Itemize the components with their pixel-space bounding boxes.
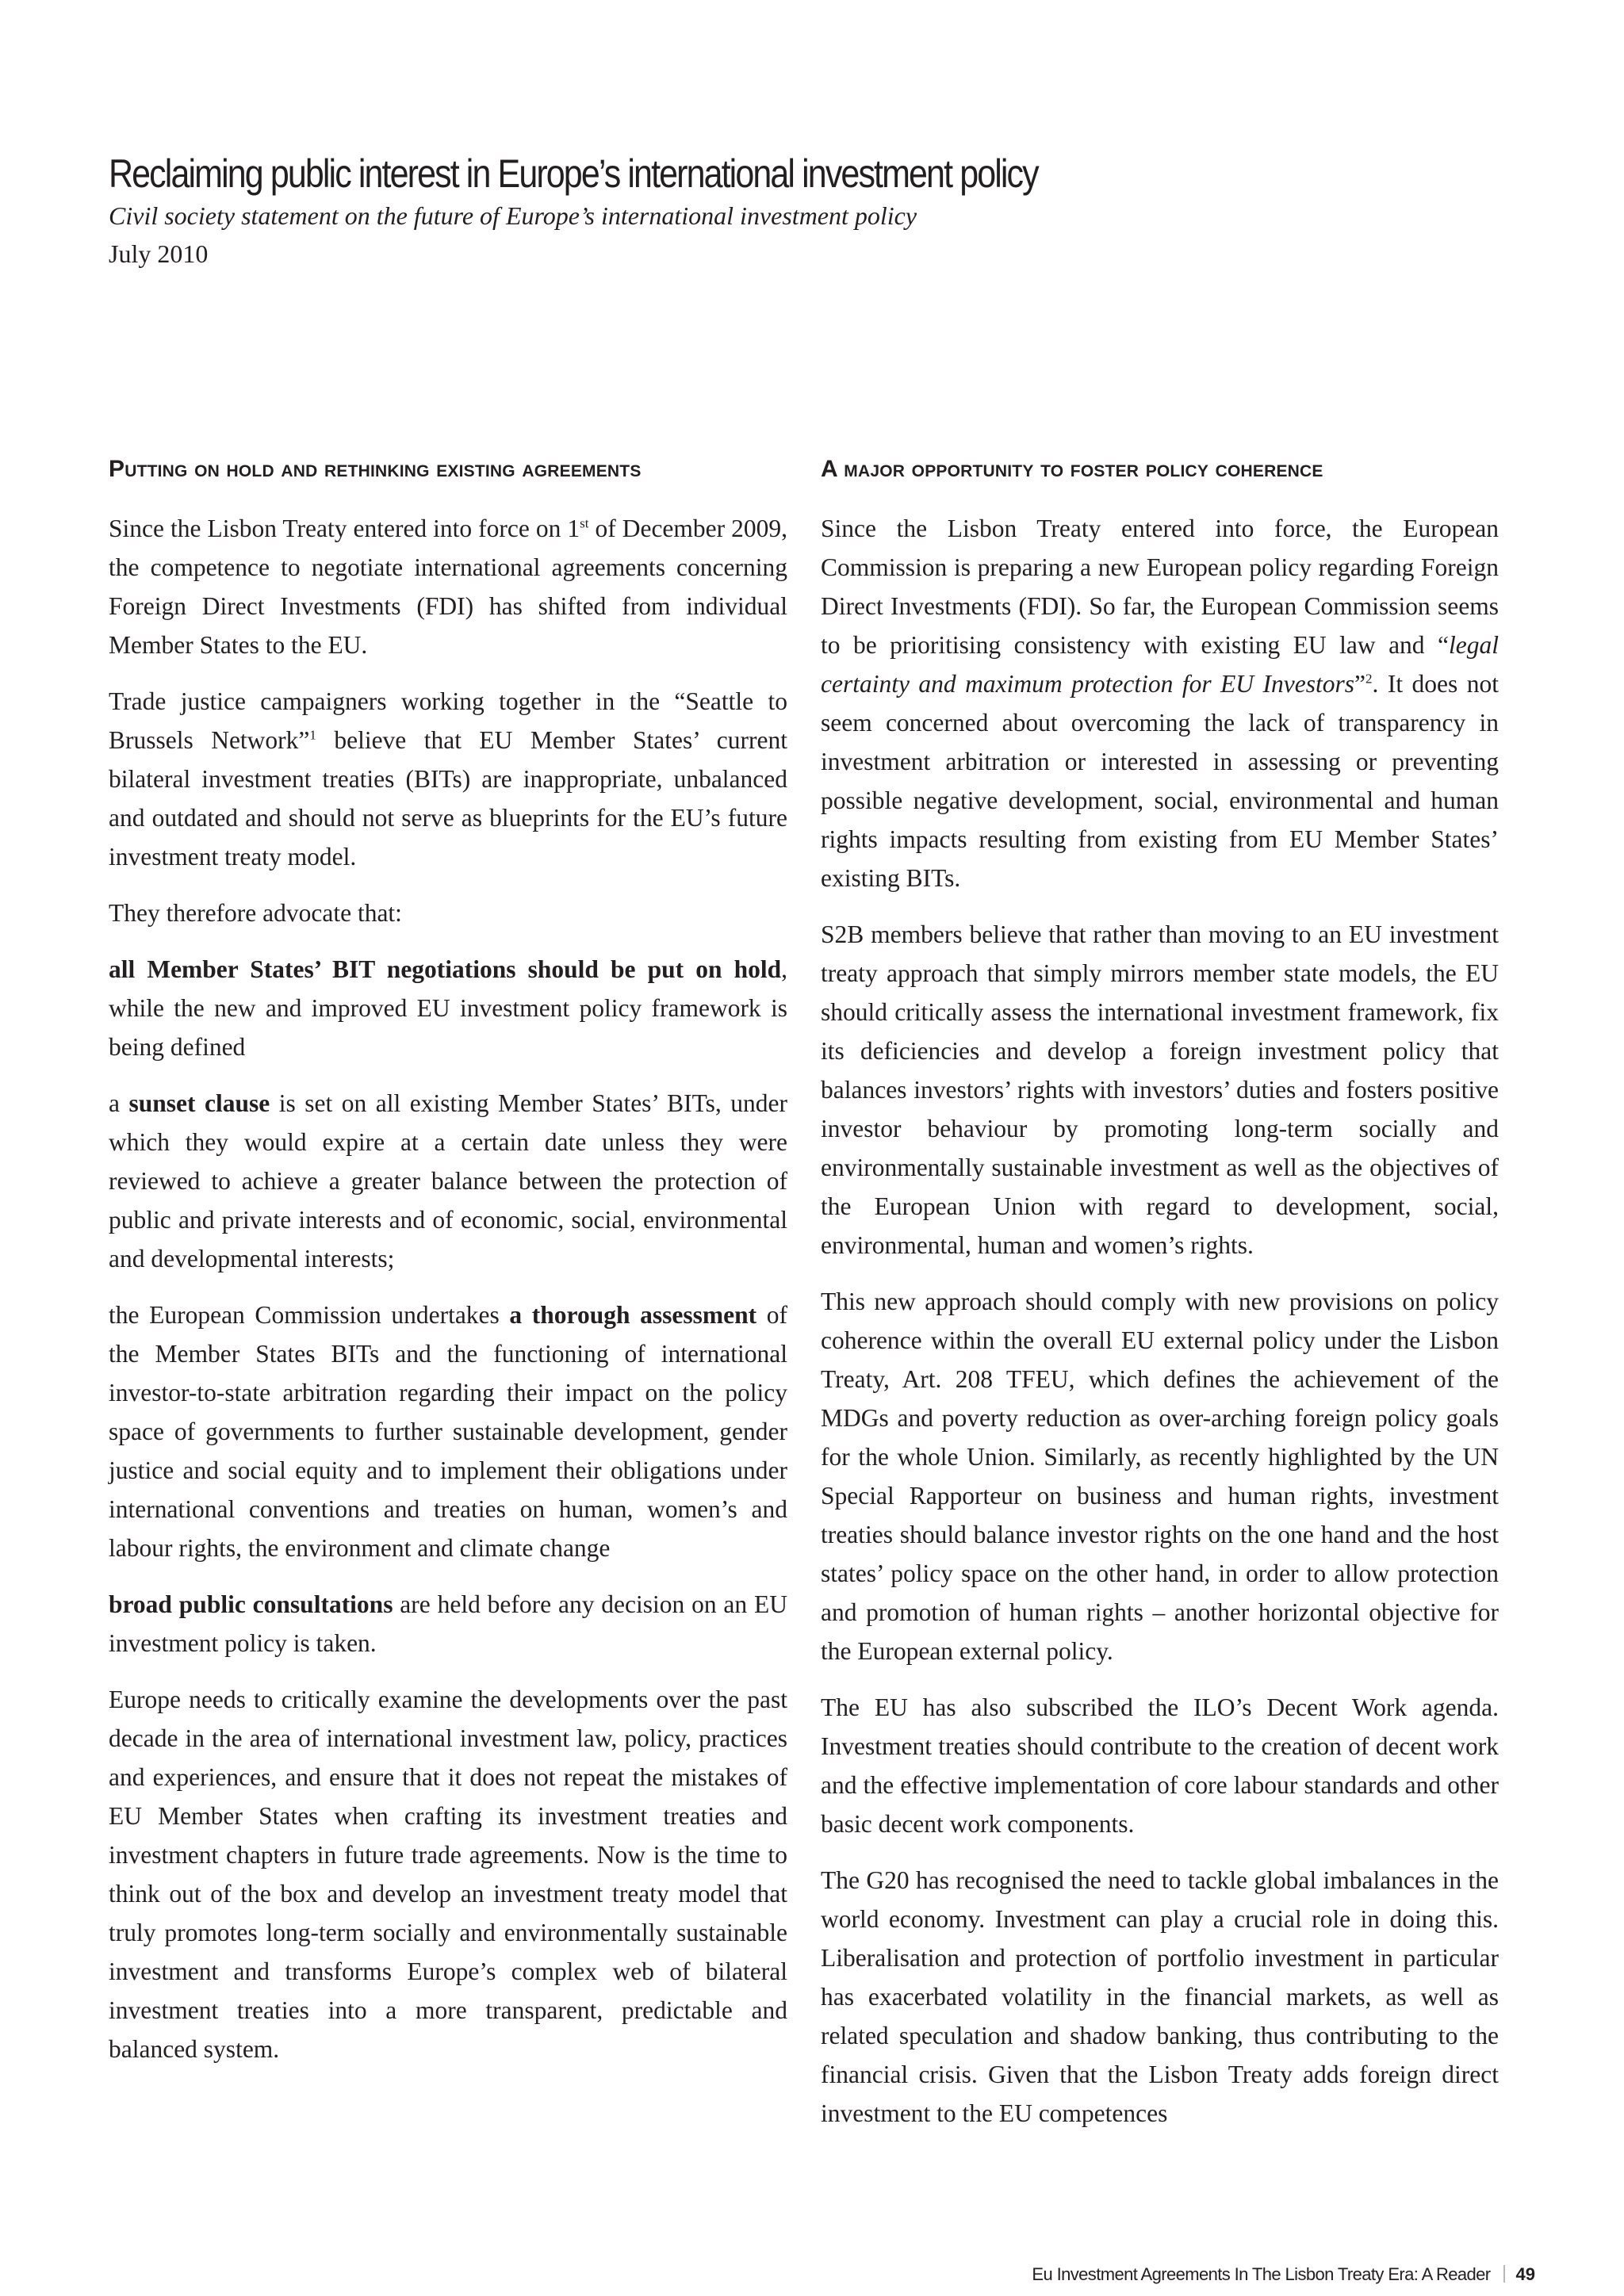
- left-column: [109, 453, 787, 2086]
- paragraph: They therefore advocate that:: [109, 899, 402, 927]
- paragraph: Trade justice campaigners working together in the “Seattle to Brussels Network”$^1$ believe that EU Member States’ current bilateral investment treaties (BITs) are inappropriate, unbalanced and outdated and should not serve as blueprints for the EU’s future investment treaty model.: [109, 687, 787, 871]
- paragraph: Europe needs to critically examine the developments over the past decade in the area of international investment law, policy, practices and experiences, and ensure that it does not repeat the mistakes of EU Member States when crafting its investment treaties and investment chapters in future trade agreements. Now is the time to think out of the box and develop an investment treaty model that truly promotes long-term socially and environmentally sustainable investment and transforms Europe’s complex web of bilateral investment treaties into a more transparent, predictable and balanced system.: [109, 1686, 787, 2063]
- section-heading-left: Putting on hold and rethinking existing agreements: [109, 456, 642, 482]
- advocacy-item: broad public consultations are held before any decision on an EU investment policy is taken.: [109, 1590, 787, 1657]
- superscript: st: [580, 515, 589, 531]
- page-header: [109, 149, 1298, 274]
- publication-date: July 2010: [109, 239, 209, 268]
- footnote-ref-1[interactable]: 1: [309, 727, 316, 743]
- advocacy-item: all Member States’ BIT negotiations should be put on hold, while the new and improved EU investment policy framework is being defined: [109, 955, 787, 1061]
- page-subtitle: Civil society statement on the future of Europe’s international investment policy: [109, 201, 917, 230]
- paragraph: The EU has also subscribed the ILO’s Decent Work agenda. Investment treaties should contribute to the creation of decent work and the effective implementation of core labour standards and other basic decent work components.: [821, 1693, 1499, 1838]
- right-column: [821, 453, 1499, 2150]
- advocacy-item: a sunset clause is set on all existing Member States’ BITs, under which they would expire at a certain date unless they were reviewed to achieve a greater balance between the protection of public and private interests and of economic, social, environmental and developmental interests;: [109, 1089, 787, 1272]
- paragraph: Since the Lisbon Treaty entered into force on 1st of December 2009, the competence to negotiate international agreements concerning Foreign Direct Investments (FDI) has shifted from individual Member States to the EU.: [109, 515, 787, 659]
- paragraph: The G20 has recognised the need to tackle global imbalances in the world economy. Investment can play a crucial role in doing this. Liberalisation and protection of portfolio investment in particular has exacerbated volatility in the financial markets, as well as related speculation and shadow banking, thus contributing to the financial crisis. Given that the Lisbon Treaty adds foreign direct investment to the EU competences: [821, 1866, 1499, 2127]
- section-heading-right: A major opportunity to foster policy coherence: [821, 456, 1323, 482]
- running-footer-title: Eu Investment Agreements In The Lisbon Treaty Era: A Reader: [1032, 2264, 1491, 2284]
- footnote-ref-2[interactable]: 2: [1365, 671, 1373, 687]
- paragraph: Since the Lisbon Treaty entered into force, the European Commission is preparing a new European policy regarding Foreign Direct Investments (FDI). So far, the European Commission seems to be prioritising consistency with existing EU law and “legal certainty and maximum protection for EU Investors”$^2$. It does not seem concerned about overcoming the lack of transparency in investment arbitration or interested in assessing or preventing possible negative development, social, environmental and human rights impacts resulting from existing from EU Member States’ existing BITs.: [821, 515, 1499, 892]
- advocacy-item: the European Commission undertakes a thorough assessment of the Member States BITs and the functioning of international investor-to-state arbitration regarding their impact on the policy space of governments to further sustainable development, gender justice and social equity and to implement their obligations under international conventions and treaties on human, women’s and labour rights, the environment and climate change: [109, 1301, 788, 1562]
- page-number: 49: [1515, 2264, 1535, 2284]
- paragraph: S2B members believe that rather than moving to an EU investment treaty approach that simply mirrors member state models, the EU should critically assess the international investment framework, fix its deficiencies and develop a foreign investment policy that balances investors’ rights with investors’ duties and fosters positive investor behaviour by promoting long-term socially and environmentally sustainable investment as well as the objectives of the European Union with regard to development, social, environmental, human and women’s rights.: [821, 920, 1499, 1259]
- page-footer: [1032, 2263, 1535, 2286]
- footer-divider: [1503, 2265, 1505, 2283]
- paragraph: This new approach should comply with new provisions on policy coherence within the overall EU external policy under the Lisbon Treaty, Art. 208 TFEU, which defines the achievement of the MDGs and poverty reduction as over-arching foreign policy goals for the whole Union. Similarly, as recently highlighted by the UN Special Rapporteur on business and human rights, investment treaties should balance investor rights on the one hand and the host states’ policy space on the other hand, in order to allow protection and promotion of human rights – another horizontal objective for the European external policy.: [821, 1288, 1499, 1665]
- page-title: Reclaiming public interest in Europe’s international investment policy: [109, 151, 1038, 196]
